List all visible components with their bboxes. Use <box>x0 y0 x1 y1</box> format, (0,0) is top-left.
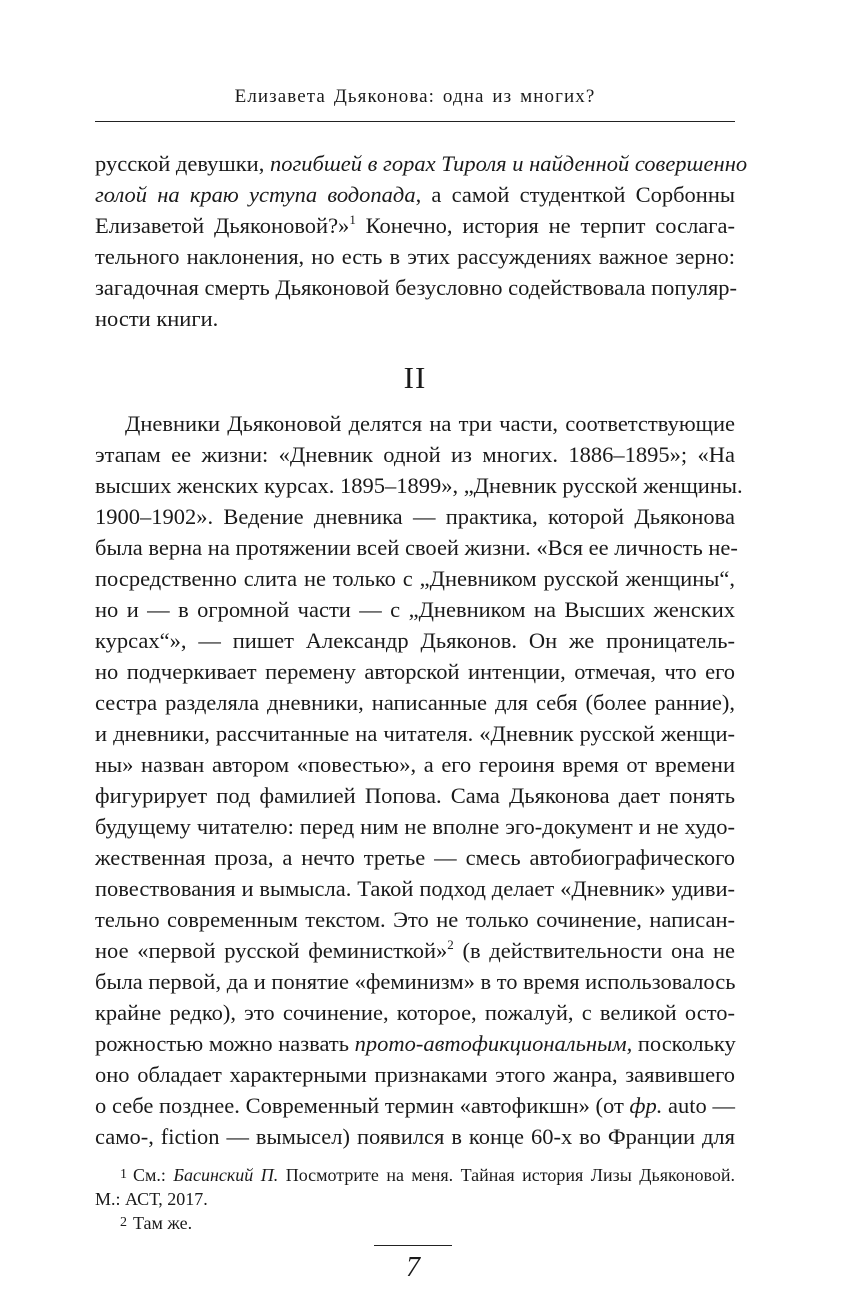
text-line: крайне редко), это сочинение, которое, пожалуй, с великой осто- <box>95 1000 735 1025</box>
text-line: Дневники Дьяконовой делятся на три части, соответствующие <box>125 411 735 436</box>
text-line: посредственно слита не только с „Дневником русской женщины“, <box>95 566 735 591</box>
text-line: высших женских курсах. 1895–1899», „Дневник русской женщины. <box>95 473 743 498</box>
footnote-1-continuation: М.: АСТ, 2017. <box>95 1189 208 1209</box>
footnote-number: 1 <box>120 1167 127 1182</box>
text-line: курсах“», — пишет Александр Дьяконов. Он же проницатель- <box>95 628 735 653</box>
text-line: голой на краю уступа водопада, а самой студенткой Сорбонны <box>95 182 735 207</box>
text-line: 1900–1902». Ведение дневника — практика, которой Дьяконова <box>95 504 735 529</box>
text-line: но и — в огромной части — с „Дневником на Высших женских <box>95 597 735 622</box>
text-line: была первой, да и понятие «феминизм» в то время использовалось <box>95 969 736 994</box>
text-line: жественная проза, а нечто третье — смесь автобиографического <box>95 845 735 870</box>
text-line: о себе позднее. Современный термин «автофикшн» (от фр. auto — <box>95 1093 735 1118</box>
footnote-ref[interactable]: 2 <box>447 937 454 952</box>
page-number: 7 <box>406 1252 420 1283</box>
running-head: Елизавета Дьяконова: одна из многих? <box>234 86 596 107</box>
text-line: фигурирует под фамилией Попова. Сама Дьяконова дает понять <box>95 783 735 808</box>
header-rule <box>95 121 735 122</box>
text-line: русской девушки, погибшей в горах Тироля и найденной совершенно <box>95 151 748 176</box>
text-line: тельно современным текстом. Это не только сочинение, написан- <box>95 907 735 932</box>
text-line: и дневники, рассчитанные на читателя. «Дневник русской женщи- <box>95 721 735 746</box>
text-line: ны» назван автором «повестью», а его героиня время от времени <box>95 752 735 777</box>
text-line: ное «первой русской феминисткой»$^2$ (в действительности она не <box>95 937 735 963</box>
folio-rule <box>374 1245 452 1246</box>
footnote-2: 2 Там же. <box>120 1213 193 1233</box>
footnote-number: 2 <box>120 1215 127 1230</box>
text-line: будущему читателю: перед ним не вполне эго-документ и не худо- <box>95 814 735 839</box>
text-line: само-, fiction — вымысел) появился в конце 60-х во Франции для <box>95 1124 735 1149</box>
footnote-1: 1 См.: Басинский П. Посмотрите на меня. Тайная история Лизы Дьяконовой. <box>120 1165 735 1185</box>
text-line: Елизаветой Дьяконовой?»$^1$ Конечно, история не терпит сослага- <box>95 212 735 238</box>
text-line: но подчеркивает перемену авторской интенции, отмечая, что его <box>95 659 735 684</box>
text-line: сестра разделяла дневники, написанные для себя (более ранние), <box>95 690 735 715</box>
text-line: ности книги. <box>95 306 219 331</box>
footnote-ref[interactable]: 1 <box>349 212 356 227</box>
text-line: загадочная смерть Дьяконовой безусловно содействовала популяр- <box>95 275 738 300</box>
text-line: этапам ее жизни: «Дневник одной из многих. 1886–1895»; «На <box>95 442 735 467</box>
text-line: тельного наклонения, но есть в этих рассуждениях важное зерно: <box>95 244 735 269</box>
text-line: была верна на протяжении всей своей жизни. «Вся ее личность не- <box>95 535 738 560</box>
section-heading: II <box>403 360 427 395</box>
text-line: оно обладает характерными признаками этого жанра, заявившего <box>95 1062 735 1087</box>
text-line: повествования и вымысла. Такой подход делает «Дневник» удиви- <box>95 876 735 901</box>
text-line: рожностью можно назвать прото-автофикциональным, поскольку <box>95 1031 736 1056</box>
